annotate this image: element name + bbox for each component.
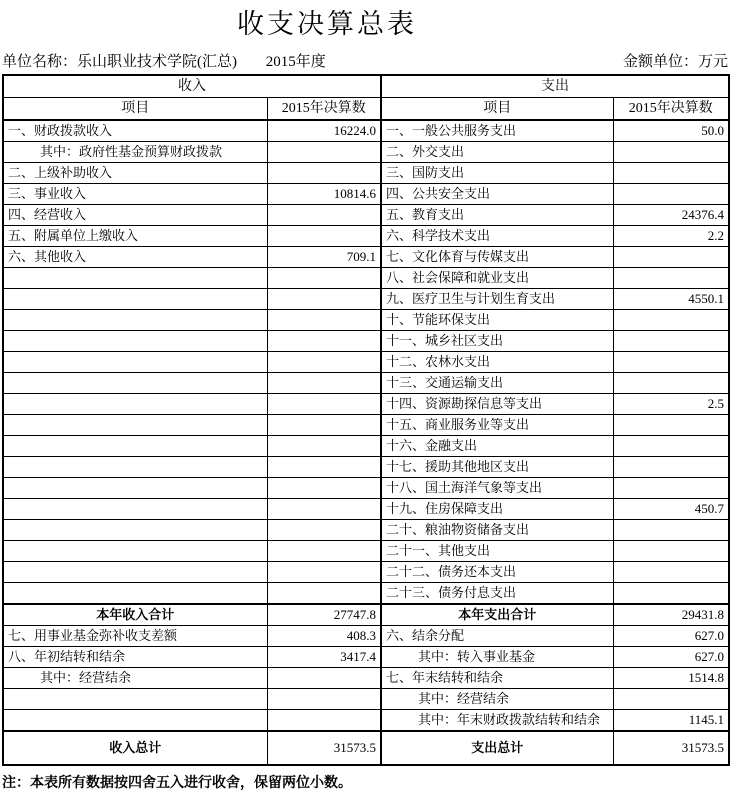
income-item-cell — [3, 394, 267, 415]
expense-item-cell: 其中：经营结余 — [381, 689, 613, 710]
expense-value-cell — [613, 689, 729, 710]
table-row — [3, 373, 729, 394]
expense-item-cell: 十一、城乡社区支出 — [381, 331, 613, 352]
income-item-cell — [3, 520, 267, 541]
expense-value-cell: 24376.4 — [613, 205, 729, 226]
table-row — [3, 120, 729, 142]
summary-table — [2, 74, 730, 766]
expense-value-cell — [613, 562, 729, 583]
unit-name-label: 单位名称：乐山职业技术学院(汇总) — [2, 54, 237, 70]
expense-value-cell: 1514.8 — [613, 668, 729, 689]
expense-item-cell: 支出总计 — [381, 731, 613, 765]
expense-item-cell: 一、一般公共服务支出 — [381, 120, 613, 142]
expense-item-cell: 五、教育支出 — [381, 205, 613, 226]
expense-item-cell: 本年支出合计 — [381, 604, 613, 626]
income-value-cell — [267, 689, 381, 710]
income-value-cell — [267, 520, 381, 541]
income-value-cell: 10814.6 — [267, 184, 381, 205]
expense-item-cell: 十七、援助其他地区支出 — [381, 457, 613, 478]
income-value-cell — [267, 499, 381, 520]
income-item-cell — [3, 710, 267, 732]
expense-item-cell: 二十三、债务付息支出 — [381, 583, 613, 605]
table-row — [3, 205, 729, 226]
income-item-cell — [3, 541, 267, 562]
income-value-cell — [267, 289, 381, 310]
table-row — [3, 604, 729, 626]
income-item-cell: 二、上级补助收入 — [3, 163, 267, 184]
meta-row — [0, 54, 730, 71]
table-row — [3, 331, 729, 352]
expense-item-cell: 四、公共安全支出 — [381, 184, 613, 205]
income-item-cell — [3, 289, 267, 310]
income-value-cell: 408.3 — [267, 626, 381, 647]
expense-item-cell: 十二、农林水支出 — [381, 352, 613, 373]
expense-value-cell — [613, 436, 729, 457]
income-value-cell — [267, 478, 381, 499]
expense-item-cell: 其中：转入事业基金 — [381, 647, 613, 668]
expense-value-cell: 4550.1 — [613, 289, 729, 310]
income-item-cell: 其中：政府性基金预算财政拨款 — [3, 142, 267, 163]
expense-item-cell: 二十二、债务还本支出 — [381, 562, 613, 583]
expense-item-header: 项目 — [381, 98, 613, 121]
income-item-header: 项目 — [3, 98, 267, 121]
income-value-cell — [267, 583, 381, 605]
income-item-cell: 六、其他收入 — [3, 247, 267, 268]
table-row — [3, 710, 729, 732]
table-row — [3, 689, 729, 710]
expense-item-cell: 六、结余分配 — [381, 626, 613, 647]
income-value-cell — [267, 668, 381, 689]
fiscal-year-label: 2015年度 — [265, 54, 326, 70]
income-value-cell — [267, 415, 381, 436]
expense-item-cell: 七、年末结转和结余 — [381, 668, 613, 689]
table-row — [3, 247, 729, 268]
expense-value-cell: 627.0 — [613, 626, 729, 647]
income-item-cell — [3, 499, 267, 520]
income-value-cell — [267, 352, 381, 373]
expense-item-cell: 七、文化体育与传媒支出 — [381, 247, 613, 268]
expense-value-cell — [613, 373, 729, 394]
table-row — [3, 142, 729, 163]
expense-value-cell — [613, 478, 729, 499]
income-value-cell — [267, 142, 381, 163]
expense-value-cell: 29431.8 — [613, 604, 729, 626]
expense-value-cell: 1145.1 — [613, 710, 729, 732]
table-row — [3, 184, 729, 205]
table-row — [3, 499, 729, 520]
footnote: 注：本表所有数据按四舍五入进行收舍，保留两位小数。 — [2, 776, 352, 791]
expense-value-cell: 2.2 — [613, 226, 729, 247]
table-row — [3, 647, 729, 668]
expense-item-cell: 二、外交支出 — [381, 142, 613, 163]
income-value-cell — [267, 710, 381, 732]
amount-unit-label: 金额单位：万元 — [622, 54, 728, 70]
income-value-header: 2015年决算数 — [267, 98, 381, 121]
expense-value-cell: 31573.5 — [613, 731, 729, 765]
income-value-cell — [267, 268, 381, 289]
income-item-cell: 八、年初结转和结余 — [3, 647, 267, 668]
table-row — [3, 289, 729, 310]
expense-item-cell: 十八、国土海洋气象等支出 — [381, 478, 613, 499]
table-row — [3, 541, 729, 562]
income-item-cell — [3, 331, 267, 352]
income-item-cell — [3, 583, 267, 605]
table-row — [3, 583, 729, 605]
table-row — [3, 520, 729, 541]
expense-value-cell: 450.7 — [613, 499, 729, 520]
expense-item-cell: 十五、商业服务业等支出 — [381, 415, 613, 436]
income-item-cell — [3, 352, 267, 373]
expense-value-cell — [613, 268, 729, 289]
meta-left — [2, 54, 326, 71]
income-item-cell — [3, 457, 267, 478]
expense-item-cell: 其中：年末财政拨款结转和结余 — [381, 710, 613, 732]
expense-item-cell: 十四、资源勘探信息等支出 — [381, 394, 613, 415]
income-value-cell: 709.1 — [267, 247, 381, 268]
expense-section-header: 支出 — [381, 75, 729, 98]
income-item-cell — [3, 310, 267, 331]
income-value-cell — [267, 331, 381, 352]
expense-item-cell: 六、科学技术支出 — [381, 226, 613, 247]
expense-value-cell — [613, 583, 729, 605]
expense-value-cell — [613, 520, 729, 541]
expense-value-cell — [613, 142, 729, 163]
table-row — [3, 731, 729, 765]
income-value-cell — [267, 457, 381, 478]
table-row — [3, 310, 729, 331]
income-item-cell — [3, 478, 267, 499]
income-value-cell — [267, 541, 381, 562]
income-section-header: 收入 — [3, 75, 381, 98]
expense-value-cell — [613, 457, 729, 478]
income-item-cell: 收入总计 — [3, 731, 267, 765]
table-row — [3, 268, 729, 289]
table-row — [3, 478, 729, 499]
expense-value-cell: 2.5 — [613, 394, 729, 415]
expense-value-cell — [613, 310, 729, 331]
table-body — [3, 120, 729, 765]
expense-item-cell: 十、节能环保支出 — [381, 310, 613, 331]
expense-value-cell: 627.0 — [613, 647, 729, 668]
expense-item-cell: 十九、住房保障支出 — [381, 499, 613, 520]
expense-value-cell: 50.0 — [613, 120, 729, 142]
table-row — [3, 226, 729, 247]
income-value-cell — [267, 436, 381, 457]
expense-value-cell — [613, 163, 729, 184]
table-row — [3, 415, 729, 436]
expense-item-cell: 十六、金融支出 — [381, 436, 613, 457]
income-item-cell: 一、财政拨款收入 — [3, 120, 267, 142]
income-value-cell — [267, 394, 381, 415]
table-row — [3, 163, 729, 184]
expense-value-cell — [613, 352, 729, 373]
income-value-cell — [267, 205, 381, 226]
income-item-cell: 三、事业收入 — [3, 184, 267, 205]
table-row — [3, 436, 729, 457]
income-value-cell: 16224.0 — [267, 120, 381, 142]
income-value-cell — [267, 373, 381, 394]
table-row — [3, 562, 729, 583]
income-item-cell — [3, 415, 267, 436]
income-value-cell: 3417.4 — [267, 647, 381, 668]
income-item-cell: 七、用事业基金弥补收支差额 — [3, 626, 267, 647]
expense-value-header: 2015年决算数 — [613, 98, 729, 121]
expense-item-cell: 九、医疗卫生与计划生育支出 — [381, 289, 613, 310]
income-item-cell: 五、附属单位上缴收入 — [3, 226, 267, 247]
income-item-cell: 本年收入合计 — [3, 604, 267, 626]
table-row — [3, 394, 729, 415]
expense-value-cell — [613, 184, 729, 205]
income-value-cell: 27747.8 — [267, 604, 381, 626]
expense-value-cell — [613, 331, 729, 352]
table-row — [3, 352, 729, 373]
expense-item-cell: 十三、交通运输支出 — [381, 373, 613, 394]
income-item-cell: 四、经营收入 — [3, 205, 267, 226]
income-value-cell — [267, 310, 381, 331]
table-row — [3, 457, 729, 478]
income-item-cell — [3, 689, 267, 710]
page-title: 收支决算总表 — [237, 9, 417, 39]
expense-item-cell: 二十、粮油物资储备支出 — [381, 520, 613, 541]
table-row — [3, 668, 729, 689]
income-value-cell — [267, 562, 381, 583]
column-header-row — [3, 98, 729, 121]
expense-value-cell — [613, 415, 729, 436]
income-item-cell — [3, 436, 267, 457]
income-value-cell: 31573.5 — [267, 731, 381, 765]
income-item-cell: 其中：经营结余 — [3, 668, 267, 689]
table-row — [3, 626, 729, 647]
expense-item-cell: 二十一、其他支出 — [381, 541, 613, 562]
expense-item-cell: 八、社会保障和就业支出 — [381, 268, 613, 289]
section-header-row — [3, 75, 729, 98]
income-item-cell — [3, 562, 267, 583]
income-item-cell — [3, 373, 267, 394]
income-value-cell — [267, 226, 381, 247]
income-item-cell — [3, 268, 267, 289]
expense-value-cell — [613, 541, 729, 562]
income-value-cell — [267, 163, 381, 184]
expense-item-cell: 三、国防支出 — [381, 163, 613, 184]
expense-value-cell — [613, 247, 729, 268]
